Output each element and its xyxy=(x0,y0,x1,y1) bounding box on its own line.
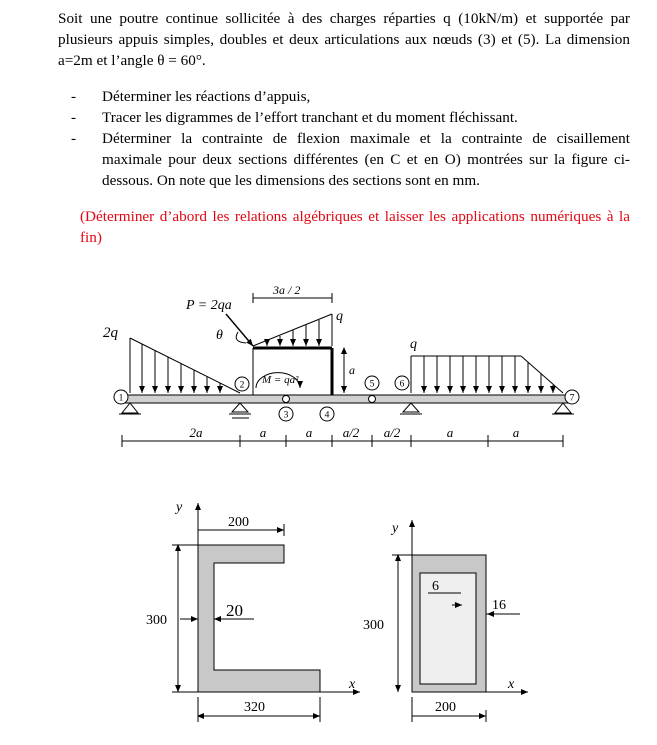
task-item: - Déterminer la contrainte de flexion maximale et la contrainte de cisaillement maximale pour deux sections différentes (en C et en O) montrées sur la figure ci-dessous. On note que les dimensions des sections sont en mm. xyxy=(71,130,630,189)
section-c-width-bottom: 320 xyxy=(244,700,265,715)
section-o-inner-thickness: 6 xyxy=(432,579,439,594)
label-moment: M = qa² xyxy=(262,374,299,386)
node-label-4: 4 xyxy=(324,410,330,421)
section-o-height: 300 xyxy=(363,618,384,633)
section-c-thickness: 20 xyxy=(226,601,243,620)
task-item: - Déterminer les réactions d’appuis, xyxy=(71,88,311,105)
section-c xyxy=(172,503,360,722)
task-item: - Tracer les digrammes de l’effort tranchant et du moment fléchissant. xyxy=(71,109,518,126)
section-o-outer-thickness: 16 xyxy=(492,598,506,613)
label-3a2: 3a / 2 xyxy=(273,283,301,297)
node-label-3: 3 xyxy=(283,410,289,421)
section-c-width-top: 200 xyxy=(228,515,249,530)
section-c-x-label: x xyxy=(349,677,356,692)
section-o-width: 200 xyxy=(435,700,456,715)
frame-ramp-load xyxy=(253,314,332,346)
span-label: a xyxy=(305,425,313,440)
beam-bar xyxy=(122,395,568,403)
support-6 xyxy=(400,403,422,414)
support-1 xyxy=(119,403,141,414)
node-label-2: 2 xyxy=(239,380,245,391)
label-a-vertical: a xyxy=(349,363,355,377)
hinge-3 xyxy=(283,396,290,403)
section-c-height: 300 xyxy=(146,613,167,628)
node-label-7: 7 xyxy=(569,393,575,404)
beam-diagram xyxy=(114,293,579,447)
node-label-6: 6 xyxy=(399,379,405,390)
support-7 xyxy=(552,403,574,414)
hinge-5 xyxy=(369,396,376,403)
section-c-y-label: y xyxy=(176,500,183,515)
span-label: a/2 xyxy=(383,425,401,440)
right-distributed-load xyxy=(411,356,563,393)
label-2q: 2q xyxy=(103,325,118,341)
support-2 xyxy=(229,403,251,418)
task-text: Tracer les digrammes de l’effort tranchant et du moment fléchissant. xyxy=(102,109,518,126)
span-label: a xyxy=(512,425,520,440)
task-text: Déterminer les réactions d’appuis, xyxy=(102,88,311,105)
red-note: (Déterminer d’abord les relations algébriques et laisser les applications numériques à la fin) xyxy=(80,208,630,246)
label-q-right: q xyxy=(410,337,417,352)
span-label: a xyxy=(446,425,454,440)
angle-arc xyxy=(236,332,246,343)
label-theta: θ xyxy=(216,328,223,343)
label-q-ramp: q xyxy=(336,309,343,324)
span-label: 2a xyxy=(189,425,203,440)
node-label-1: 1 xyxy=(118,393,124,404)
span-labels xyxy=(190,425,520,440)
section-o-y-label: y xyxy=(392,521,399,536)
frame xyxy=(253,348,332,395)
node-label-5: 5 xyxy=(369,379,375,390)
left-distributed-load xyxy=(130,338,240,393)
label-P: P = 2qa xyxy=(186,298,232,313)
problem-statement: Soit une poutre continue sollicitée à des charges réparties q (10kN/m) et supportée par plusieurs appuis simples, doubles et deux articulations aux nœuds (3) et (5). La dimension a=2m et l’angle θ = 60°. xyxy=(58,10,630,69)
section-o-x-label: x xyxy=(508,677,515,692)
span-label: a/2 xyxy=(342,425,360,440)
task-text: Déterminer la contrainte de flexion maximale et la contrainte de cisaillement maximale pour deux sections différentes (en C et en O) montrées sur la figure ci-dessous. On note que les dimensions des sections sont en mm. xyxy=(102,130,630,189)
span-label: a xyxy=(259,425,267,440)
